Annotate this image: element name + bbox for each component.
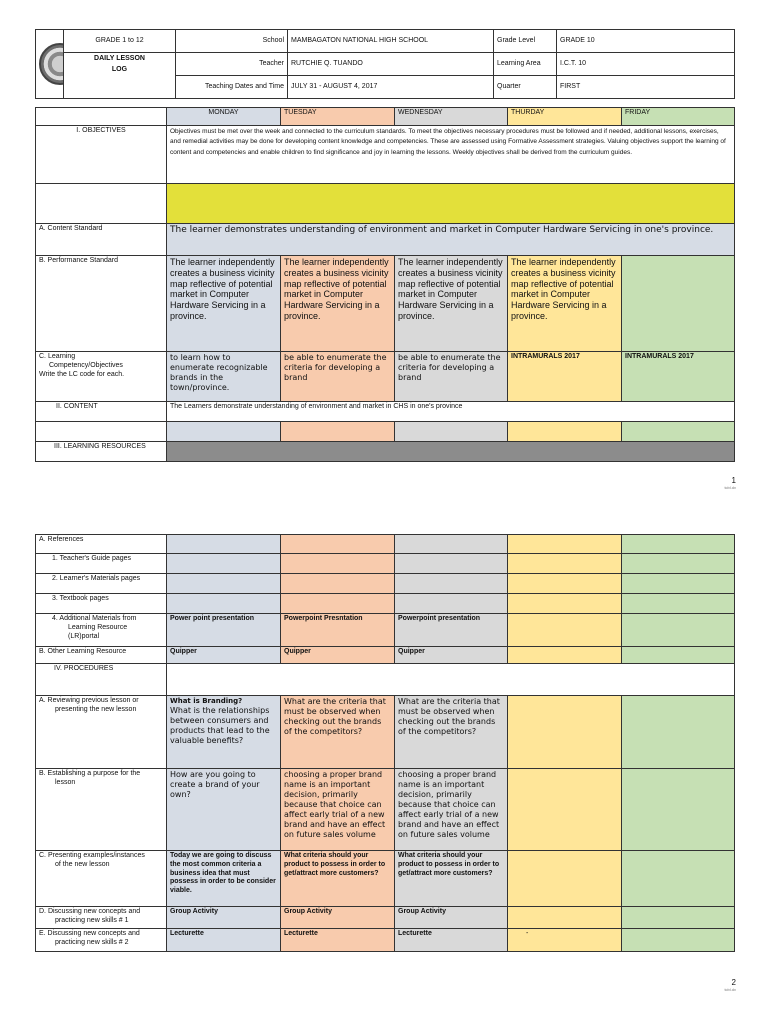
- tb-tuesday: [281, 594, 395, 614]
- dates-label: Teaching Dates and Time: [176, 76, 288, 99]
- performance-friday: [622, 256, 735, 352]
- lm-tuesday: [281, 574, 395, 594]
- reviewing-line-2: presenting the new lesson: [55, 705, 137, 713]
- content-standard-text: The learner demonstrates understanding of environment and market in Computer Hardware Servicing in one's province.: [167, 224, 735, 256]
- textbook-label: 3. Textbook pages: [36, 594, 167, 614]
- lc-label-line-2: Competency/Objectives: [49, 361, 123, 369]
- tb-monday: [167, 594, 281, 614]
- purpose-line-1: B. Establishing a purpose for the: [39, 770, 141, 777]
- other-wednesday: Quipper: [395, 647, 508, 664]
- content-blank: [36, 422, 167, 442]
- learning-competency-label: [36, 352, 167, 402]
- tb-friday: [622, 594, 735, 614]
- day-monday: MONDAY: [167, 108, 281, 126]
- performance-standard-label: B. Performance Standard: [36, 256, 167, 352]
- discussing2-thursday: -: [508, 929, 622, 952]
- discussing2-wednesday: Lecturette: [395, 929, 508, 952]
- discussing1-line-1: D. Discussing new concepts and: [39, 908, 141, 915]
- additional-monday: Power point presentation: [167, 614, 281, 647]
- learning-resources-label: III. LEARNING RESOURCES: [36, 442, 167, 462]
- lc-label-line-3: Write the LC code for each.: [39, 370, 125, 378]
- performance-wednesday: The learner independently creates a business vicinity map reflective of potential market in Computer Hardware Servicing in a province.: [395, 256, 508, 352]
- procedures-label: IV. PROCEDURES: [36, 664, 167, 696]
- performance-monday: The learner independently creates a business vicinity map reflective of potential market in Computer Hardware Servicing in a province.: [167, 256, 281, 352]
- lc-friday: INTRAMURALS 2017: [622, 352, 735, 402]
- objectives-highlight: [167, 184, 735, 224]
- content-thursday: [508, 422, 622, 442]
- lm-friday: [622, 574, 735, 594]
- additional-line-2: Learning Resource: [68, 623, 128, 631]
- other-friday: [622, 647, 735, 664]
- lc-monday: to learn how to enumerate recognizable brands in the town/province.: [167, 352, 281, 402]
- learning-resources-bar: [167, 442, 735, 462]
- discussing2-line-1: E. Discussing new concepts and: [39, 930, 140, 937]
- tg-thursday: [508, 554, 622, 574]
- tb-wednesday: [395, 594, 508, 614]
- purpose-tuesday: choosing a proper brand name is an important decision, primarily because that choice can affect early trial of a new brand and have an effect on future sales volume: [281, 769, 395, 851]
- content-label: II. CONTENT: [36, 402, 167, 422]
- dates-value: JULY 31 - AUGUST 4, 2017: [288, 76, 494, 99]
- discussing2-tuesday: Lecturette: [281, 929, 395, 952]
- other-tuesday: Quipper: [281, 647, 395, 664]
- purpose-label: [36, 769, 167, 851]
- grade-range: GRADE 1 to 12: [64, 30, 176, 53]
- lm-monday: [167, 574, 281, 594]
- content-friday: [622, 422, 735, 442]
- objectives-blank: [36, 184, 167, 224]
- examples-thursday: [508, 851, 622, 907]
- quarter-label: Quarter: [494, 76, 557, 99]
- lc-tuesday: be able to enumerate the criteria for developing a brand: [281, 352, 395, 402]
- reviewing-friday: [622, 696, 735, 769]
- discussing2-label: [36, 929, 167, 952]
- tg-friday: [622, 554, 735, 574]
- objectives-text: Objectives must be met over the week and connected to the curriculum standards. To meet the objectives necessary procedures must be followed and if needed, additional lessons, exercises, and remedial activities may be done for developing content knowledge and competencies. These are assessed using Formative Assessment strategies. Valuing objectives support the learning of content and competencies and enable children to find significance and joy in learning the lessons. Weekly objectives shall be derived from the curriculum guides.: [167, 126, 735, 184]
- examples-wednesday: What criteria should your product to possess in order to get/attract more customers?: [395, 851, 508, 907]
- learning-area-value: I.C.T. 10: [557, 53, 735, 76]
- teacher-label: Teacher: [176, 53, 288, 76]
- grade-level-label: Grade Level: [494, 30, 557, 53]
- other-resource-label: B. Other Learning Resource: [36, 647, 167, 664]
- ref-thursday: [508, 535, 622, 554]
- school-label: School: [176, 30, 288, 53]
- page-title: [64, 53, 176, 99]
- reviewing-wednesday: What are the criteria that must be observed when checking out the brands of the competitors?: [395, 696, 508, 769]
- discussing1-thursday: [508, 907, 622, 929]
- performance-thursday: The learner independently creates a business vicinity map reflective of potential market in Computer Hardware Servicing in a province.: [508, 256, 622, 352]
- day-tuesday: TUESDAY: [281, 108, 395, 126]
- reviewing-monday-title: What is Branding?: [170, 697, 243, 705]
- additional-thursday: [508, 614, 622, 647]
- tg-wednesday: [395, 554, 508, 574]
- examples-label: [36, 851, 167, 907]
- content-text: The Learners demonstrate understanding of environment and market in CHS in one's province: [167, 402, 735, 422]
- examples-tuesday: What criteria should your product to possess in order to get/attract more customers?: [281, 851, 395, 907]
- content-tuesday: [281, 422, 395, 442]
- lm-thursday: [508, 574, 622, 594]
- other-monday: Quipper: [167, 647, 281, 664]
- page-2-number: 2: [731, 978, 736, 987]
- ref-monday: [167, 535, 281, 554]
- ref-wednesday: [395, 535, 508, 554]
- additional-tuesday: Powerpoint Presntation: [281, 614, 395, 647]
- purpose-monday: How are you going to create a brand of your own?: [167, 769, 281, 851]
- page-2-tag: tcbl.dv: [724, 987, 736, 992]
- school-value: MAMBAGATON NATIONAL HIGH SCHOOL: [288, 30, 494, 53]
- lc-thursday: INTRAMURALS 2017: [508, 352, 622, 402]
- discussing1-line-2: practicing new skills # 1: [55, 916, 129, 924]
- discussing1-monday: Group Activity: [167, 907, 281, 929]
- examples-line-1: C. Presenting examples/instances: [39, 852, 145, 859]
- days-header-blank: [36, 108, 167, 126]
- discussing2-monday: Lecturette: [167, 929, 281, 952]
- content-wednesday: [395, 422, 508, 442]
- page-number-2: [724, 978, 736, 992]
- discussing2-line-2: practicing new skills # 2: [55, 938, 129, 946]
- day-friday: FRIDAY: [622, 108, 735, 126]
- additional-materials-label: [36, 614, 167, 647]
- lesson-table-page-1: [35, 107, 735, 462]
- tg-tuesday: [281, 554, 395, 574]
- references-label: A. References: [36, 535, 167, 554]
- grade-level-value: GRADE 10: [557, 30, 735, 53]
- lc-wednesday: be able to enumerate the criteria for developing a brand: [395, 352, 508, 402]
- examples-friday: [622, 851, 735, 907]
- purpose-friday: [622, 769, 735, 851]
- title-line-2: LOG: [111, 65, 128, 73]
- deped-seal-icon: [39, 43, 64, 85]
- tb-thursday: [508, 594, 622, 614]
- page-1-number: 1: [731, 476, 736, 485]
- content-monday: [167, 422, 281, 442]
- title-line-1: DAILY LESSON: [94, 55, 145, 62]
- discussing1-label: [36, 907, 167, 929]
- reviewing-monday: [167, 696, 281, 769]
- ref-tuesday: [281, 535, 395, 554]
- additional-friday: [622, 614, 735, 647]
- teacher-value: RUTCHIE Q. TUANDO: [288, 53, 494, 76]
- lm-wednesday: [395, 574, 508, 594]
- teachers-guide-label: 1. Teacher's Guide pages: [36, 554, 167, 574]
- procedures-row: [167, 664, 735, 696]
- discussing1-wednesday: Group Activity: [395, 907, 508, 929]
- purpose-line-2: lesson: [55, 778, 76, 786]
- examples-line-2: of the new lesson: [55, 860, 110, 868]
- tg-monday: [167, 554, 281, 574]
- performance-tuesday: The learner independently creates a business vicinity map reflective of potential market in Computer Hardware Servicing in a province.: [281, 256, 395, 352]
- discussing1-friday: [622, 907, 735, 929]
- header-table: [35, 29, 735, 99]
- purpose-thursday: [508, 769, 622, 851]
- purpose-wednesday: choosing a proper brand name is an important decision, primarily because that choice can affect early trial of a new brand and have an effect on future sales volume: [395, 769, 508, 851]
- day-wednesday: WEDNESDAY: [395, 108, 508, 126]
- discussing2-friday: [622, 929, 735, 952]
- lc-label-line-1: C. Learning: [39, 353, 76, 360]
- examples-monday: Today we are going to discuss the most common criteria a business idea that must possess in order to be consider viable.: [167, 851, 281, 907]
- reviewing-line-1: A. Reviewing previous lesson or: [39, 697, 139, 704]
- reviewing-thursday: [508, 696, 622, 769]
- objectives-label: I. OBJECTIVES: [36, 126, 167, 184]
- additional-line-3: (LR)portal: [68, 632, 100, 640]
- other-thursday: [508, 647, 622, 664]
- learners-materials-label: 2. Learner's Materials pages: [36, 574, 167, 594]
- reviewing-tuesday: What are the criteria that must be observed when checking out the brands of the competitors?: [281, 696, 395, 769]
- ref-friday: [622, 535, 735, 554]
- page-1-tag: tcbl.dv: [724, 485, 736, 490]
- content-standard-label: A. Content Standard: [36, 224, 167, 256]
- reviewing-label: [36, 696, 167, 769]
- page-number-1: [724, 476, 736, 490]
- additional-wednesday: Powerpoint presentation: [395, 614, 508, 647]
- logo-cell: [36, 30, 64, 99]
- reviewing-monday-text: What is the relationships between consumers and products that lead to the valuable benefits?: [170, 705, 270, 745]
- lesson-table-page-2: [35, 534, 735, 952]
- day-thursday: THURDAY: [508, 108, 622, 126]
- quarter-value: FIRST: [557, 76, 735, 99]
- additional-line-1: 4. Additional Materials from: [52, 615, 137, 622]
- discussing1-tuesday: Group Activity: [281, 907, 395, 929]
- learning-area-label: Learning Area: [494, 53, 557, 76]
